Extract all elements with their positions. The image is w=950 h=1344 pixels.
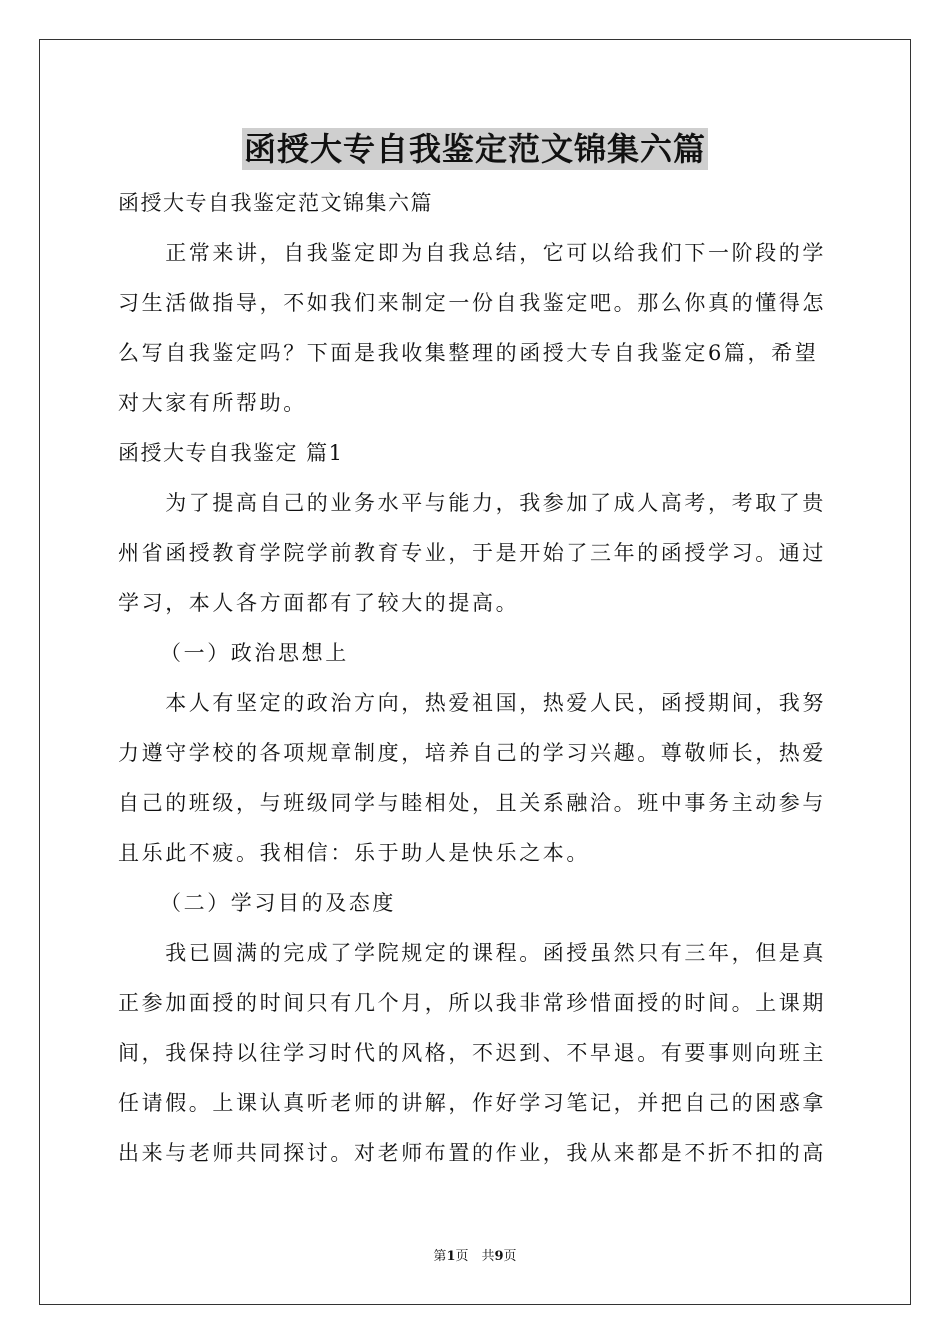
subsection-heading: （二）学习目的及态度: [160, 891, 396, 915]
footer-page-suffix: 页: [503, 1249, 517, 1264]
body-line: 为了提高自己的业务水平与能力，我参加了成人高考，考取了贵: [118, 491, 826, 515]
body-line: 本人有坚定的政治方向，热爱祖国，热爱人民，函授期间，我努: [118, 691, 826, 715]
body-line: 么写自我鉴定吗？下面是我收集整理的函授大专自我鉴定6篇，希望: [118, 341, 819, 365]
footer-page-mid: 页 共: [455, 1249, 495, 1264]
page-footer: [0, 1245, 950, 1264]
document-title: 函授大专自我鉴定范文锦集六篇: [243, 130, 706, 168]
footer-total-pages: 9: [494, 1249, 504, 1264]
body-line: 任请假。上课认真听老师的讲解，作好学习笔记，并把自己的困惑拿: [118, 1091, 826, 1115]
body-line: 自己的班级，与班级同学与睦相处，且关系融洽。班中事务主动参与: [118, 791, 826, 815]
body-line: 出来与老师共同探讨。对老师布置的作业，我从来都是不折不扣的高: [118, 1141, 826, 1165]
body-line: 我已圆满的完成了学院规定的课程。函授虽然只有三年，但是真: [118, 941, 826, 965]
body-line: 且乐此不疲。我相信：乐于助人是快乐之本。: [118, 841, 590, 865]
body-line: 州省函授教育学院学前教育专业，于是开始了三年的函授学习。通过: [118, 541, 826, 565]
footer-current-page: 1: [446, 1249, 456, 1264]
body-line: 学习，本人各方面都有了较大的提高。: [118, 591, 520, 615]
body-line: 间，我保持以往学习时代的风格，不迟到、不早退。有要事则向班主: [118, 1041, 826, 1065]
title-container: [0, 128, 950, 170]
footer-page-prefix: 第: [433, 1249, 447, 1264]
subsection-heading: （一）政治思想上: [160, 641, 349, 665]
document-body: [118, 178, 834, 1178]
section-heading: 函授大专自我鉴定 篇1: [118, 441, 344, 465]
body-line: 正参加面授的时间只有几个月，所以我非常珍惜面授的时间。上课期: [118, 991, 826, 1015]
body-line: 对大家有所帮助。: [118, 391, 307, 415]
body-line: 力遵守学校的各项规章制度，培养自己的学习兴趣。尊敬师长，热爱: [118, 741, 826, 765]
section-heading: 函授大专自我鉴定范文锦集六篇: [118, 191, 433, 215]
body-line: 正常来讲，自我鉴定即为自我总结，它可以给我们下一阶段的学: [118, 241, 826, 265]
body-line: 习生活做指导，不如我们来制定一份自我鉴定吧。那么你真的懂得怎: [118, 291, 826, 315]
